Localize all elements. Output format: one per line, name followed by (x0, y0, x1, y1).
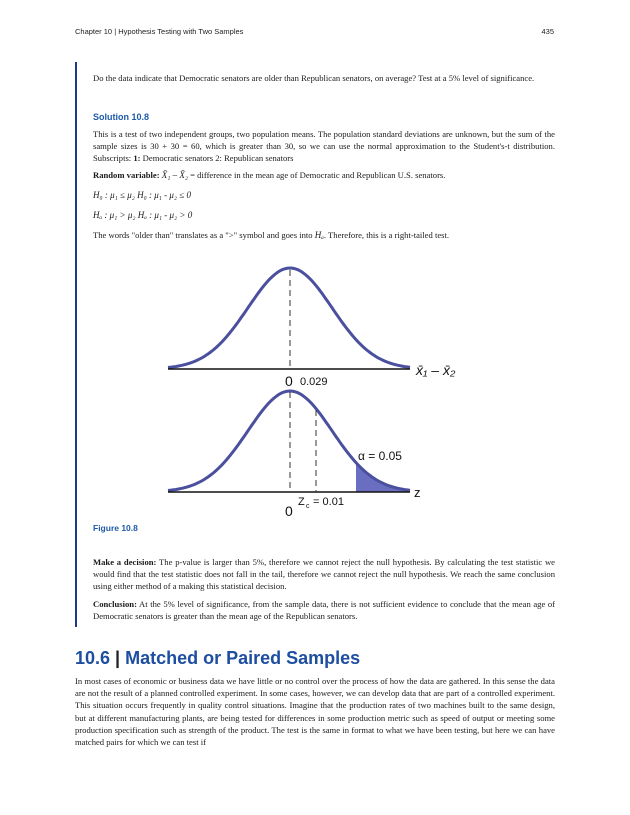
subscript-2-label: 2: (215, 153, 222, 164)
top-zero-label: 0 (285, 373, 293, 389)
decision-label: Make a decision: (93, 557, 157, 567)
section-title: Matched or Paired Samples (125, 648, 361, 668)
running-header: Chapter 10 | Hypothesis Testing with Two Samples (75, 27, 244, 36)
bottom-normal-curve (168, 391, 410, 491)
decision-paragraph (93, 556, 555, 593)
subscript-1-text: Democratic senators (140, 153, 216, 164)
conclusion-paragraph (93, 598, 555, 622)
section-body (75, 675, 555, 748)
section-paragraph: In most cases of economic or business data we have little or no control over the process of how the data are gathered. In this sense the data are not the result of a planned controlled experiment. In some cases, however, we can develop data that are part of a controlled experiment. This situation occurs frequently in quality control situations. Imagine that the production rates of two machines built to the same design, but at different manufacturing plants, are being tested for differences in some production metric such as speed of output or meeting some production specification such as strength of the product. The test is the same in format to what we have been testing, but here we can have matched pairs for which we can test if (75, 676, 555, 748)
top-normal-curve (168, 268, 410, 368)
alternative-hypothesis: Hₐ : μ₁ > μ₂ Hₐ : μ₁ - μ₂ > 0 (93, 210, 193, 221)
section-number: 10.6 (75, 648, 111, 668)
random-variable-expression: X̄₁ – X̄₂ (161, 169, 189, 180)
older-text-2: . Therefore, this is a right-tailed test. (323, 230, 450, 241)
older-text-1: The words "older than" translates as a ">" symbol and goes into (93, 230, 315, 241)
subscript-1-label: 1: (133, 153, 141, 164)
top-axis-label: x̄₁ – x̄₂ (416, 362, 456, 378)
bottom-zero-label: 0 (285, 503, 293, 519)
random-variable-label: Random variable: (93, 169, 160, 180)
zc-subscript: c (306, 503, 310, 510)
zc-label: Z (298, 496, 305, 508)
null-hypothesis: H₀ : μ₁ ≤ μ₂ H₀ : μ₁ - μ₂ ≤ 0 (93, 189, 191, 200)
figure-caption: Figure 10.8 (93, 523, 138, 533)
random-variable-text: = difference in the mean age of Democratic and Republican U.S. senators. (188, 169, 446, 180)
decision-text: The p-value is larger than 5%, therefore we cannot reject the null hypothesis. By calculating the test statistic we would find that the test statistic does not fall in the tail, therefore we cannot reject the null hypothesis. We reach the same conclusion using either method of a making this statistical decision. (93, 557, 555, 592)
solution-text: This is a test of two independent groups, two population means. The population standard deviations are unknown, but the sum of the sample sizes is 30 + 30 = 60, which is greater than 30, so we can use the normal approximation to the Student's-t distribution. Subscripts: (93, 129, 555, 164)
solution-title: Solution 10.8 (93, 112, 150, 122)
subscript-2-text: Republican senators (221, 153, 294, 164)
question-text: Do the data indicate that Democratic senators are older than Republican senators, on average? Test at a 5% level of significance. (93, 73, 535, 83)
conclusion-text: At the 5% level of significance, from the sample data, there is not sufficient evidence to conclude that the mean age of Democratic senators is greater than the mean age of the Republican senators. (93, 598, 555, 621)
section-heading (75, 648, 360, 669)
bottom-axis-label: z (414, 485, 421, 500)
conclusion-label: Conclusion: (93, 598, 137, 609)
page-number: 435 (541, 27, 554, 36)
older-math: Hₐ (314, 230, 324, 241)
section-separator: | (110, 648, 126, 668)
top-value-label: 0.029 (300, 376, 328, 388)
alpha-label: α = 0.05 (358, 449, 402, 463)
decision-block (93, 556, 555, 622)
zc-value: = 0.01 (310, 496, 344, 508)
